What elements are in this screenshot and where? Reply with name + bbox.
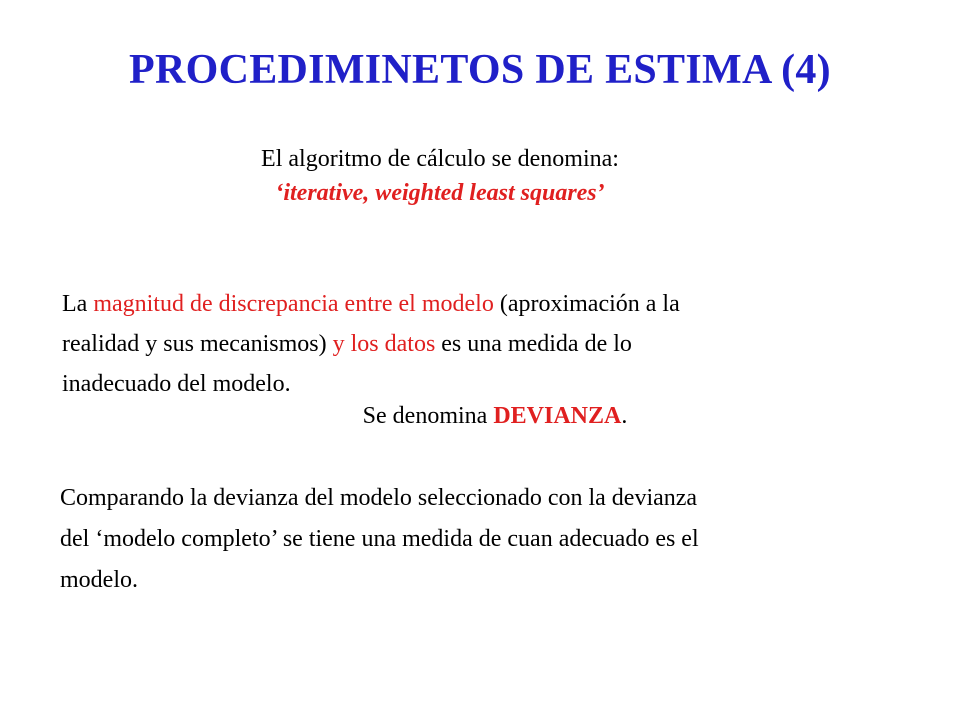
- discrepancy-line-3: inadecuado del modelo.: [62, 371, 291, 397]
- data-highlight: y los datos: [332, 331, 436, 357]
- discrepancy-paragraph: [62, 284, 902, 404]
- discrepancy-line-1: [62, 284, 902, 324]
- comparison-line-2: del ‘modelo completo’ se tiene una medida de cuan adecuado es el: [60, 526, 699, 552]
- comparison-paragraph: [60, 478, 920, 601]
- algorithm-name: ‘iterative, weighted least squares’: [275, 180, 605, 206]
- discrepancy-highlight: magnitud de discrepancia entre el modelo: [93, 291, 494, 317]
- algorithm-block: [160, 142, 720, 210]
- comparison-line-3: modelo.: [60, 567, 138, 593]
- discrepancy-text: La: [62, 291, 94, 317]
- algorithm-intro: El algoritmo de cálculo se denomina:: [261, 146, 619, 172]
- discrepancy-line-2: [62, 324, 902, 364]
- discrepancy-text: realidad y sus mecanismos): [62, 331, 333, 357]
- slide-title: PROCEDIMINETOS DE ESTIMA (4): [129, 47, 831, 93]
- discrepancy-text: (aproximación a la: [493, 291, 680, 317]
- deviance-prefix: Se denomina: [362, 403, 494, 429]
- deviance-definition: [0, 403, 960, 430]
- discrepancy-text: es una medida de lo: [435, 331, 632, 357]
- deviance-term: DEVIANZA: [493, 403, 622, 429]
- comparison-line-1: Comparando la devianza del modelo seleccionado con la devianza: [60, 485, 698, 511]
- deviance-suffix: .: [621, 403, 628, 429]
